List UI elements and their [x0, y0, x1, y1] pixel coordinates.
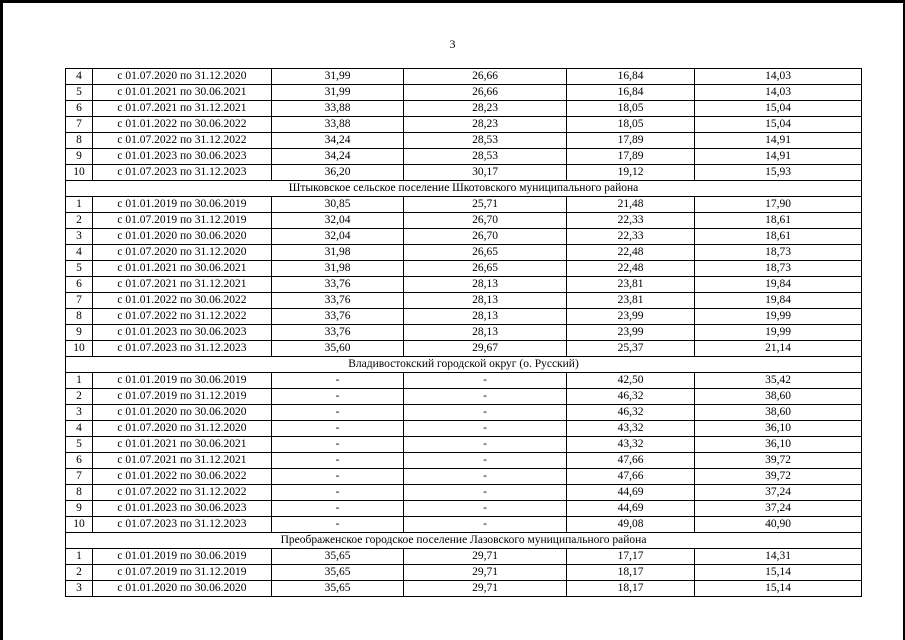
value-cell-2: 29,67 — [404, 341, 567, 357]
value-cell-3: 22,33 — [567, 213, 695, 229]
period-cell: с 01.01.2023 по 30.06.2023 — [93, 325, 272, 341]
table-row — [66, 245, 862, 261]
value-cell-1: 31,98 — [272, 261, 404, 277]
value-cell-4: 21,14 — [695, 341, 862, 357]
value-cell-3: 47,66 — [567, 453, 695, 469]
table-row — [66, 469, 862, 485]
value-cell-4: 19,84 — [695, 293, 862, 309]
table-row — [66, 373, 862, 389]
table-row — [66, 277, 862, 293]
value-cell-2: 28,13 — [404, 325, 567, 341]
row-number-cell: 6 — [66, 277, 93, 293]
value-cell-1: 35,60 — [272, 341, 404, 357]
value-cell-1: - — [272, 405, 404, 421]
value-cell-3: 25,37 — [567, 341, 695, 357]
row-number-cell: 3 — [66, 405, 93, 421]
value-cell-1: 33,76 — [272, 309, 404, 325]
value-cell-3: 46,32 — [567, 405, 695, 421]
value-cell-4: 14,91 — [695, 149, 862, 165]
value-cell-4: 19,99 — [695, 309, 862, 325]
value-cell-3: 22,48 — [567, 261, 695, 277]
value-cell-2: 28,13 — [404, 277, 567, 293]
period-cell: с 01.01.2020 по 30.06.2020 — [93, 229, 272, 245]
period-cell: с 01.01.2019 по 30.06.2019 — [93, 373, 272, 389]
period-cell: с 01.07.2021 по 31.12.2021 — [93, 453, 272, 469]
value-cell-4: 18,61 — [695, 229, 862, 245]
value-cell-1: - — [272, 389, 404, 405]
page-border-top — [0, 0, 905, 3]
table-row — [66, 549, 862, 565]
row-number-cell: 3 — [66, 581, 93, 597]
value-cell-3: 18,17 — [567, 581, 695, 597]
table-row — [66, 565, 862, 581]
value-cell-3: 18,05 — [567, 101, 695, 117]
value-cell-2: - — [404, 437, 567, 453]
value-cell-4: 18,61 — [695, 213, 862, 229]
value-cell-1: - — [272, 501, 404, 517]
section-title: Преображенское городское поселение Лазовского муниципального района — [66, 533, 862, 549]
value-cell-1: - — [272, 373, 404, 389]
period-cell: с 01.07.2021 по 31.12.2021 — [93, 101, 272, 117]
period-cell: с 01.07.2019 по 31.12.2019 — [93, 565, 272, 581]
value-cell-2: - — [404, 501, 567, 517]
value-cell-3: 17,89 — [567, 133, 695, 149]
table-row — [66, 133, 862, 149]
table-row — [66, 581, 862, 597]
value-cell-4: 38,60 — [695, 389, 862, 405]
value-cell-1: 31,99 — [272, 85, 404, 101]
period-cell: с 01.01.2022 по 30.06.2022 — [93, 117, 272, 133]
value-cell-4: 15,04 — [695, 101, 862, 117]
period-cell: с 01.01.2021 по 30.06.2021 — [93, 437, 272, 453]
row-number-cell: 1 — [66, 549, 93, 565]
table-row — [66, 517, 862, 533]
value-cell-1: 35,65 — [272, 549, 404, 565]
section-header-row — [66, 181, 862, 197]
period-cell: с 01.01.2020 по 30.06.2020 — [93, 405, 272, 421]
tariff-table — [65, 68, 862, 597]
table-row — [66, 325, 862, 341]
value-cell-4: 18,73 — [695, 245, 862, 261]
period-cell: с 01.07.2022 по 31.12.2022 — [93, 133, 272, 149]
value-cell-3: 18,05 — [567, 117, 695, 133]
value-cell-1: 33,76 — [272, 277, 404, 293]
value-cell-1: 31,98 — [272, 245, 404, 261]
value-cell-4: 17,90 — [695, 197, 862, 213]
value-cell-4: 37,24 — [695, 485, 862, 501]
row-number-cell: 10 — [66, 165, 93, 181]
row-number-cell: 10 — [66, 341, 93, 357]
value-cell-2: 28,53 — [404, 149, 567, 165]
period-cell: с 01.01.2019 по 30.06.2019 — [93, 549, 272, 565]
value-cell-4: 15,04 — [695, 117, 862, 133]
table-row — [66, 101, 862, 117]
value-cell-3: 22,48 — [567, 245, 695, 261]
period-cell: с 01.07.2022 по 31.12.2022 — [93, 485, 272, 501]
value-cell-4: 38,60 — [695, 405, 862, 421]
period-cell: с 01.01.2022 по 30.06.2022 — [93, 469, 272, 485]
value-cell-2: - — [404, 517, 567, 533]
row-number-cell: 2 — [66, 565, 93, 581]
value-cell-1: 36,20 — [272, 165, 404, 181]
row-number-cell: 7 — [66, 117, 93, 133]
table-row — [66, 165, 862, 181]
row-number-cell: 8 — [66, 133, 93, 149]
value-cell-3: 16,84 — [567, 69, 695, 85]
value-cell-2: - — [404, 469, 567, 485]
value-cell-4: 14,31 — [695, 549, 862, 565]
page-border-left — [0, 0, 3, 640]
value-cell-4: 37,24 — [695, 501, 862, 517]
value-cell-1: - — [272, 453, 404, 469]
value-cell-2: 26,65 — [404, 245, 567, 261]
period-cell: с 01.07.2020 по 31.12.2020 — [93, 69, 272, 85]
value-cell-3: 49,08 — [567, 517, 695, 533]
row-number-cell: 6 — [66, 101, 93, 117]
value-cell-4: 14,03 — [695, 69, 862, 85]
value-cell-3: 19,12 — [567, 165, 695, 181]
table-row — [66, 213, 862, 229]
value-cell-1: 30,85 — [272, 197, 404, 213]
value-cell-1: 35,65 — [272, 565, 404, 581]
table-row — [66, 117, 862, 133]
table-row — [66, 485, 862, 501]
row-number-cell: 8 — [66, 485, 93, 501]
period-cell: с 01.01.2023 по 30.06.2023 — [93, 149, 272, 165]
value-cell-2: 26,70 — [404, 229, 567, 245]
row-number-cell: 4 — [66, 245, 93, 261]
value-cell-1: - — [272, 437, 404, 453]
value-cell-3: 23,81 — [567, 277, 695, 293]
value-cell-4: 15,93 — [695, 165, 862, 181]
row-number-cell: 4 — [66, 421, 93, 437]
value-cell-2: 28,13 — [404, 293, 567, 309]
value-cell-4: 18,73 — [695, 261, 862, 277]
value-cell-1: 33,88 — [272, 117, 404, 133]
value-cell-1: 32,04 — [272, 229, 404, 245]
period-cell: с 01.07.2022 по 31.12.2022 — [93, 309, 272, 325]
value-cell-1: 34,24 — [272, 133, 404, 149]
table-row — [66, 405, 862, 421]
period-cell: с 01.01.2019 по 30.06.2019 — [93, 197, 272, 213]
value-cell-3: 17,89 — [567, 149, 695, 165]
value-cell-3: 43,32 — [567, 421, 695, 437]
value-cell-3: 42,50 — [567, 373, 695, 389]
value-cell-2: 29,71 — [404, 565, 567, 581]
period-cell: с 01.07.2023 по 31.12.2023 — [93, 165, 272, 181]
row-number-cell: 2 — [66, 213, 93, 229]
table-row — [66, 229, 862, 245]
value-cell-1: 33,76 — [272, 293, 404, 309]
value-cell-3: 17,17 — [567, 549, 695, 565]
value-cell-2: 29,71 — [404, 549, 567, 565]
value-cell-1: - — [272, 421, 404, 437]
table-row — [66, 261, 862, 277]
value-cell-4: 15,14 — [695, 565, 862, 581]
value-cell-3: 22,33 — [567, 229, 695, 245]
value-cell-4: 35,42 — [695, 373, 862, 389]
value-cell-2: 25,71 — [404, 197, 567, 213]
value-cell-3: 23,81 — [567, 293, 695, 309]
table-row — [66, 421, 862, 437]
value-cell-2: 26,66 — [404, 69, 567, 85]
period-cell: с 01.07.2021 по 31.12.2021 — [93, 277, 272, 293]
row-number-cell: 3 — [66, 229, 93, 245]
value-cell-3: 43,32 — [567, 437, 695, 453]
period-cell: с 01.07.2019 по 31.12.2019 — [93, 213, 272, 229]
row-number-cell: 9 — [66, 501, 93, 517]
value-cell-1: 33,88 — [272, 101, 404, 117]
value-cell-4: 15,14 — [695, 581, 862, 597]
row-number-cell: 9 — [66, 149, 93, 165]
period-cell: с 01.01.2021 по 30.06.2021 — [93, 85, 272, 101]
value-cell-1: 33,76 — [272, 325, 404, 341]
section-header-row — [66, 533, 862, 549]
table-row — [66, 293, 862, 309]
row-number-cell: 5 — [66, 261, 93, 277]
section-title: Владивостокский городской округ (о. Русский) — [66, 357, 862, 373]
value-cell-1: 32,04 — [272, 213, 404, 229]
row-number-cell: 5 — [66, 85, 93, 101]
value-cell-4: 19,99 — [695, 325, 862, 341]
value-cell-2: 29,71 — [404, 581, 567, 597]
table-row — [66, 197, 862, 213]
row-number-cell: 8 — [66, 309, 93, 325]
value-cell-1: - — [272, 517, 404, 533]
value-cell-3: 23,99 — [567, 325, 695, 341]
row-number-cell: 1 — [66, 197, 93, 213]
table-row — [66, 85, 862, 101]
row-number-cell: 1 — [66, 373, 93, 389]
value-cell-3: 16,84 — [567, 85, 695, 101]
value-cell-4: 14,91 — [695, 133, 862, 149]
value-cell-4: 39,72 — [695, 453, 862, 469]
section-title: Штыковское сельское поселение Шкотовского муниципального района — [66, 181, 862, 197]
period-cell: с 01.07.2023 по 31.12.2023 — [93, 517, 272, 533]
value-cell-2: 28,23 — [404, 117, 567, 133]
value-cell-2: 28,53 — [404, 133, 567, 149]
value-cell-3: 21,48 — [567, 197, 695, 213]
table-row — [66, 309, 862, 325]
value-cell-2: 26,70 — [404, 213, 567, 229]
period-cell: с 01.01.2022 по 30.06.2022 — [93, 293, 272, 309]
value-cell-1: 31,99 — [272, 69, 404, 85]
value-cell-3: 44,69 — [567, 501, 695, 517]
table-row — [66, 69, 862, 85]
value-cell-4: 39,72 — [695, 469, 862, 485]
row-number-cell: 9 — [66, 325, 93, 341]
value-cell-3: 44,69 — [567, 485, 695, 501]
value-cell-3: 23,99 — [567, 309, 695, 325]
value-cell-3: 46,32 — [567, 389, 695, 405]
table-row — [66, 389, 862, 405]
value-cell-4: 14,03 — [695, 85, 862, 101]
table-row — [66, 149, 862, 165]
value-cell-2: - — [404, 389, 567, 405]
value-cell-2: 28,23 — [404, 101, 567, 117]
value-cell-1: - — [272, 469, 404, 485]
row-number-cell: 6 — [66, 453, 93, 469]
value-cell-3: 47,66 — [567, 469, 695, 485]
row-number-cell: 7 — [66, 293, 93, 309]
value-cell-1: 34,24 — [272, 149, 404, 165]
page-number: 3 — [449, 37, 456, 51]
period-cell: с 01.07.2020 по 31.12.2020 — [93, 245, 272, 261]
period-cell: с 01.01.2023 по 30.06.2023 — [93, 501, 272, 517]
value-cell-4: 19,84 — [695, 277, 862, 293]
period-cell: с 01.07.2019 по 31.12.2019 — [93, 389, 272, 405]
value-cell-2: 30,17 — [404, 165, 567, 181]
value-cell-2: 26,65 — [404, 261, 567, 277]
period-cell: с 01.01.2021 по 30.06.2021 — [93, 261, 272, 277]
value-cell-4: 40,90 — [695, 517, 862, 533]
value-cell-3: 18,17 — [567, 565, 695, 581]
value-cell-2: - — [404, 405, 567, 421]
row-number-cell: 5 — [66, 437, 93, 453]
value-cell-2: 26,66 — [404, 85, 567, 101]
row-number-cell: 4 — [66, 69, 93, 85]
value-cell-2: - — [404, 421, 567, 437]
value-cell-2: - — [404, 485, 567, 501]
value-cell-1: - — [272, 485, 404, 501]
value-cell-2: - — [404, 453, 567, 469]
period-cell: с 01.07.2020 по 31.12.2020 — [93, 421, 272, 437]
table-row — [66, 501, 862, 517]
row-number-cell: 2 — [66, 389, 93, 405]
row-number-cell: 7 — [66, 469, 93, 485]
table-row — [66, 437, 862, 453]
value-cell-1: 35,65 — [272, 581, 404, 597]
table-row — [66, 341, 862, 357]
value-cell-2: - — [404, 373, 567, 389]
value-cell-2: 28,13 — [404, 309, 567, 325]
section-header-row — [66, 357, 862, 373]
value-cell-4: 36,10 — [695, 437, 862, 453]
table-row — [66, 453, 862, 469]
value-cell-4: 36,10 — [695, 421, 862, 437]
period-cell: с 01.07.2023 по 31.12.2023 — [93, 341, 272, 357]
tariff-table-body — [66, 69, 862, 597]
period-cell: с 01.01.2020 по 30.06.2020 — [93, 581, 272, 597]
row-number-cell: 10 — [66, 517, 93, 533]
